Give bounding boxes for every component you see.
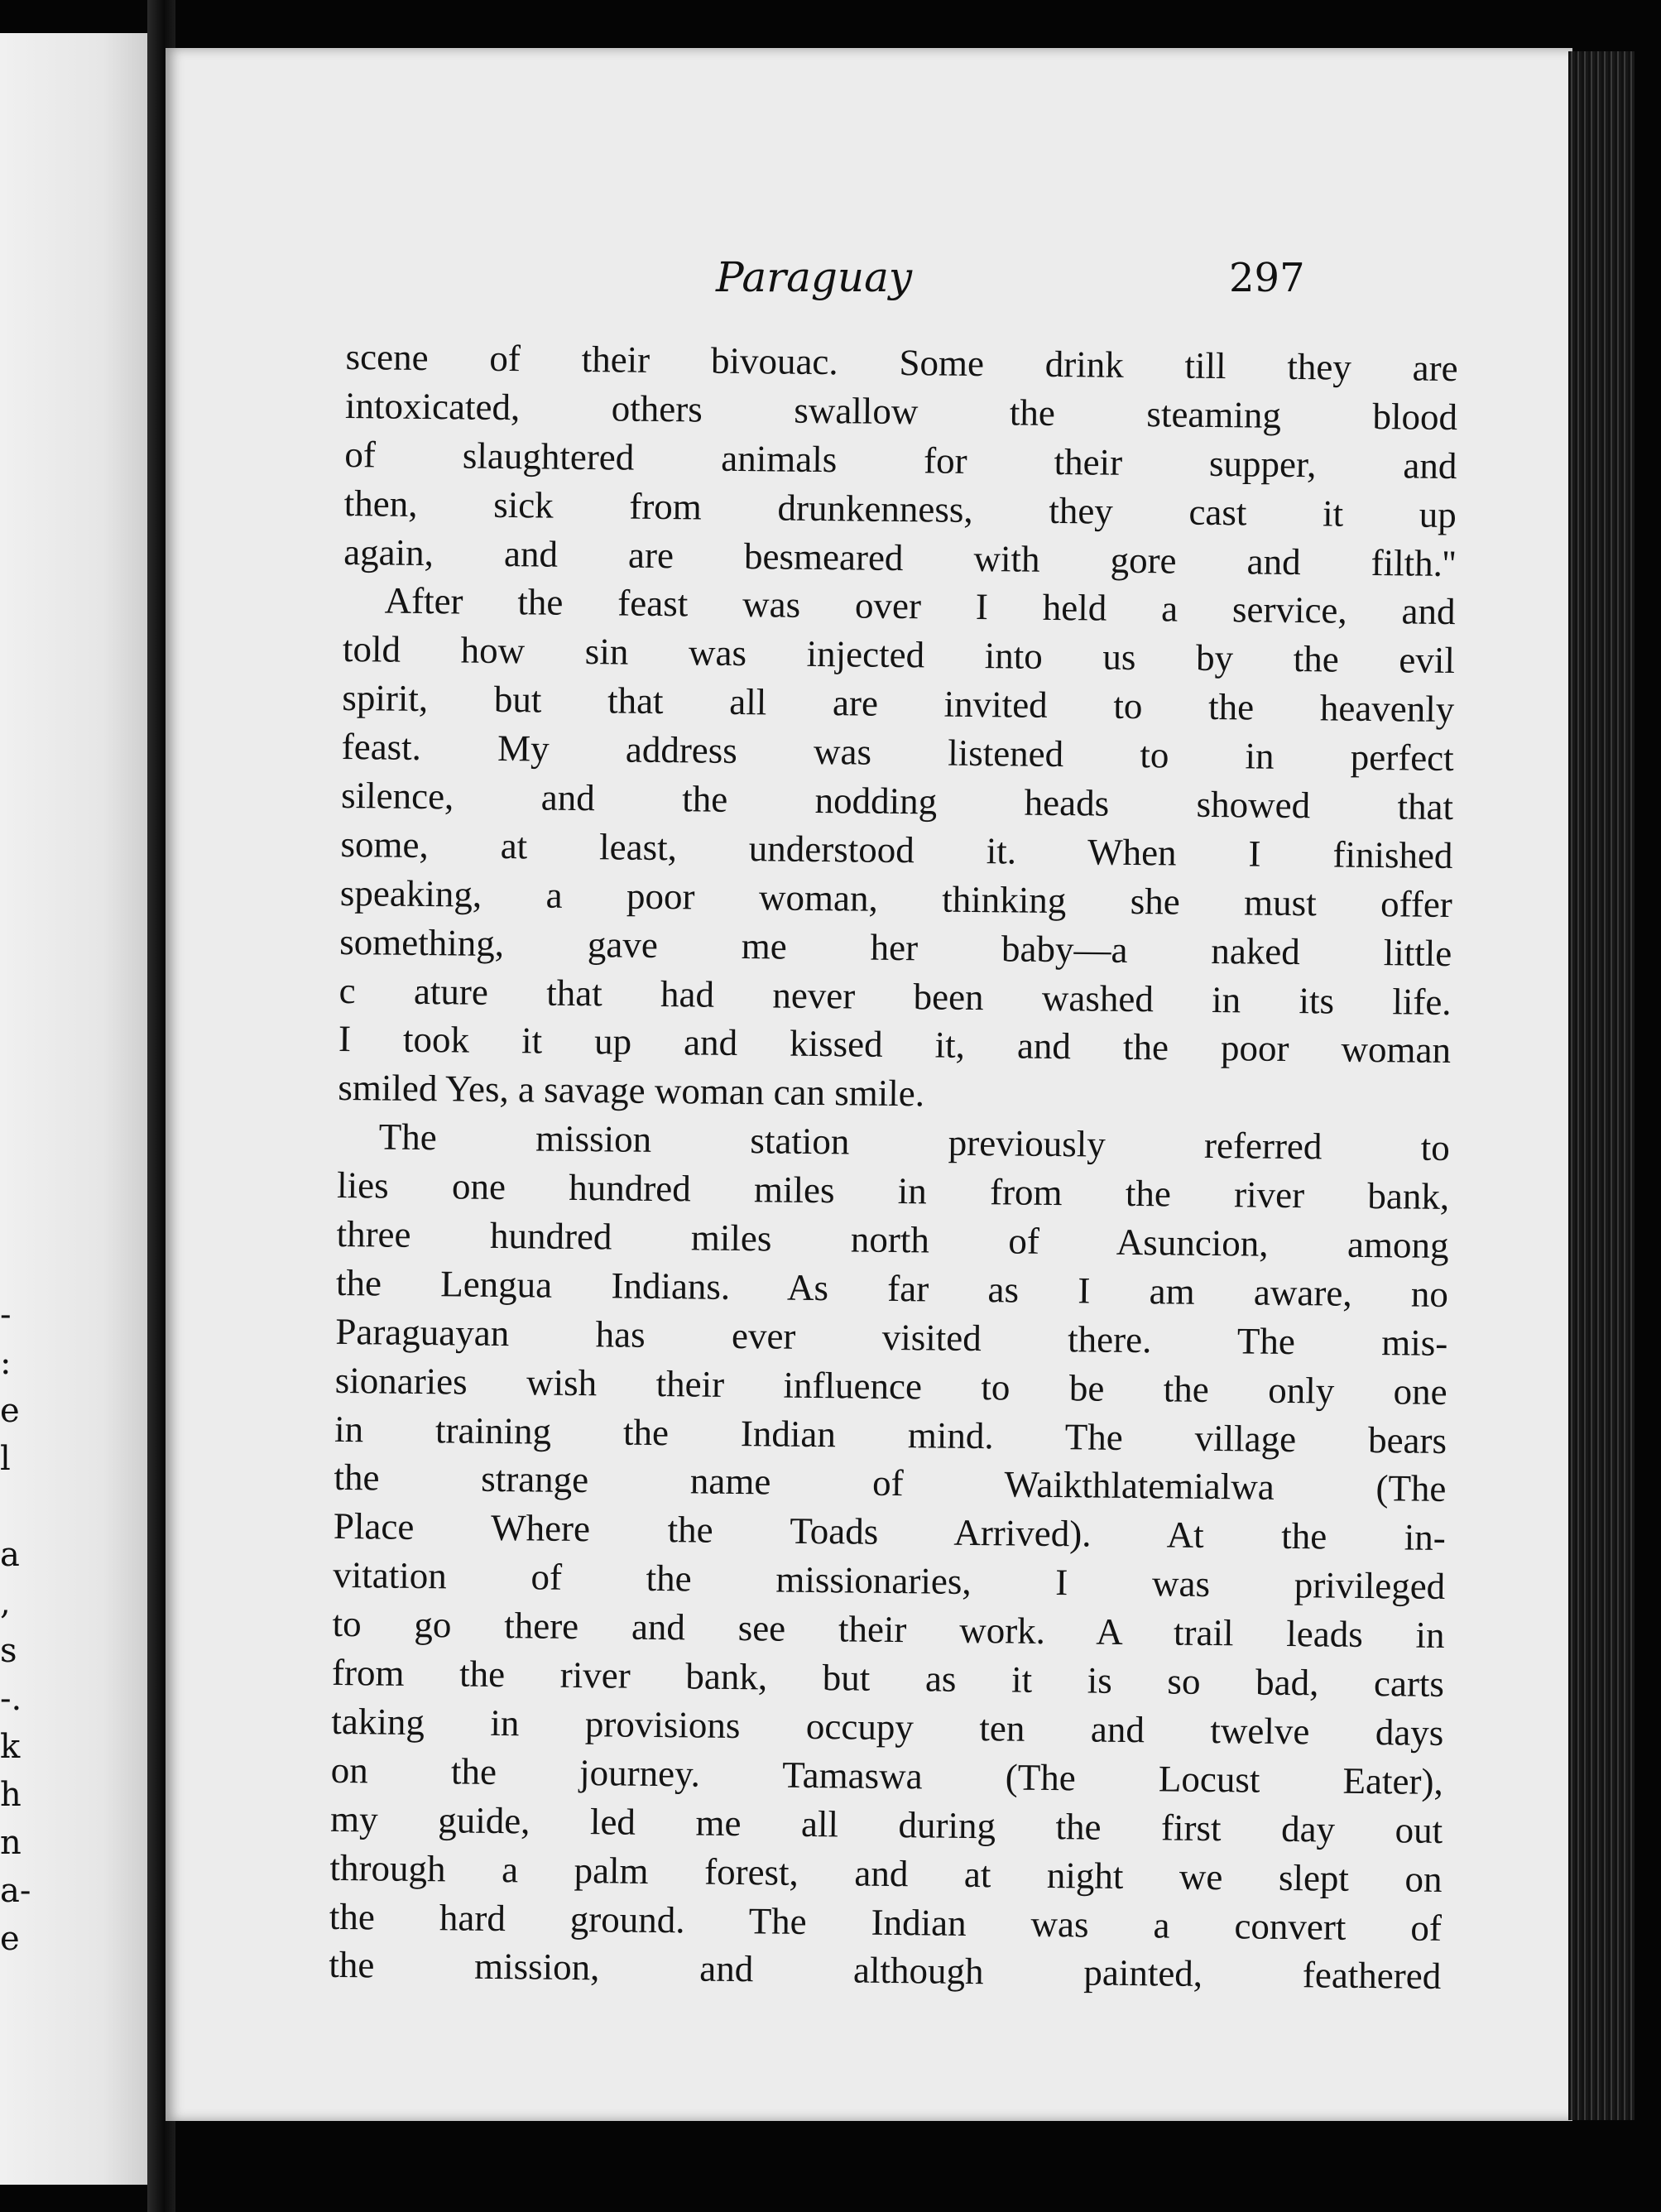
- page-number: 297: [1229, 255, 1305, 301]
- text-line: Place Where the Toads Arrived). At the in-: [333, 1505, 1447, 1559]
- text-line: speaking, a poor woman, thinking she must offer: [339, 871, 1453, 925]
- text-line: the hard ground. The Indian was a convert of: [329, 1895, 1443, 1949]
- text-line: taking in provisions occupy ten and twelve days: [331, 1700, 1444, 1754]
- text-line: intoxicated, others swallow the steaming blood: [344, 384, 1458, 438]
- left-page-letter: [0, 1483, 25, 1531]
- text-line: After the feast was over I held a service, and: [384, 579, 1456, 633]
- text-line: feast. My address was listened to in perfect: [341, 726, 1454, 780]
- text-line: the Lengua Indians. As far as I am aware, no: [335, 1261, 1449, 1315]
- text-line: I took it up and kissed it, and the poor woman: [338, 1018, 1452, 1072]
- left-page-letter: :: [0, 1344, 12, 1382]
- text-line: Paraguayan has ever visited there. The mis-: [335, 1310, 1448, 1364]
- text-line: on the journey. Tamaswa (The Locust Eater),: [330, 1749, 1444, 1802]
- text-line: again, and are besmeared with gore and filth.'': [343, 530, 1457, 584]
- text-line: from the river bank, but as it is so bad, carts: [331, 1651, 1445, 1706]
- left-page-letter: -.: [0, 1680, 22, 1718]
- book-page-edges: [1568, 51, 1635, 2120]
- left-page-letter: e: [0, 1920, 20, 1958]
- text-line: sionaries wish their influence to be the only one: [334, 1359, 1447, 1413]
- text-line: lies one hundred miles in from the river bank,: [336, 1164, 1450, 1218]
- text-line: c ature that had never been washed in its life.: [338, 969, 1452, 1023]
- text-line: spirit, but that all are invited to the heavenly: [342, 677, 1455, 731]
- left-page-letter: a-: [0, 1872, 31, 1910]
- running-head: [166, 253, 1572, 311]
- left-page-letter: n: [0, 1824, 22, 1862]
- text-line: to go there and see their work. A trail leads in: [332, 1603, 1445, 1657]
- text-line: the strange name of Waikthlatemialwa (The: [334, 1456, 1447, 1510]
- text-line: something, gave me her baby—a naked little: [339, 920, 1452, 974]
- left-page-letter: s: [0, 1632, 17, 1670]
- text-line: silence, and the nodding heads showed that: [340, 774, 1454, 828]
- text-line: told how sin was injected into us by the evil: [342, 628, 1456, 682]
- text-line: vitation of the missionaries, I was privileged: [333, 1554, 1446, 1608]
- text-line: then, sick from drunkenness, they cast it up: [343, 482, 1457, 535]
- text-line: my guide, led me all during the first day out: [329, 1797, 1443, 1851]
- left-page-letter: -: [0, 1296, 12, 1334]
- left-page-edge: [0, 33, 147, 2185]
- text-line: smiled Yes, a savage woman can smile.: [338, 1067, 925, 1115]
- left-page-letter: l: [0, 1440, 11, 1478]
- left-page-letter: h: [0, 1776, 22, 1814]
- text-line: The mission station previously referred to: [378, 1116, 1451, 1169]
- text-line: through a palm forest, and at night we slept on: [329, 1846, 1443, 1900]
- text-line: of slaughtered animals for their supper, and: [344, 433, 1457, 487]
- text-line: scene of their bivouac. Some drink till they are: [345, 335, 1458, 390]
- text-line: the mission, and although painted, feathered: [329, 1944, 1442, 1998]
- running-title: Paraguay: [716, 253, 913, 301]
- body-text: [329, 333, 1458, 2001]
- left-page-letter: ,: [0, 1584, 11, 1622]
- text-line: in training the Indian mind. The village bears: [334, 1408, 1447, 1461]
- text-line: some, at least, understood it. When I finished: [340, 823, 1453, 876]
- left-page-cut-text: [0, 1291, 31, 1963]
- left-page-letter: k: [0, 1728, 21, 1766]
- left-page-letter: e: [0, 1392, 20, 1430]
- left-page-letter: a: [0, 1536, 20, 1574]
- book-page: [166, 48, 1572, 2121]
- text-line: three hundred miles north of Asuncion, among: [336, 1212, 1449, 1267]
